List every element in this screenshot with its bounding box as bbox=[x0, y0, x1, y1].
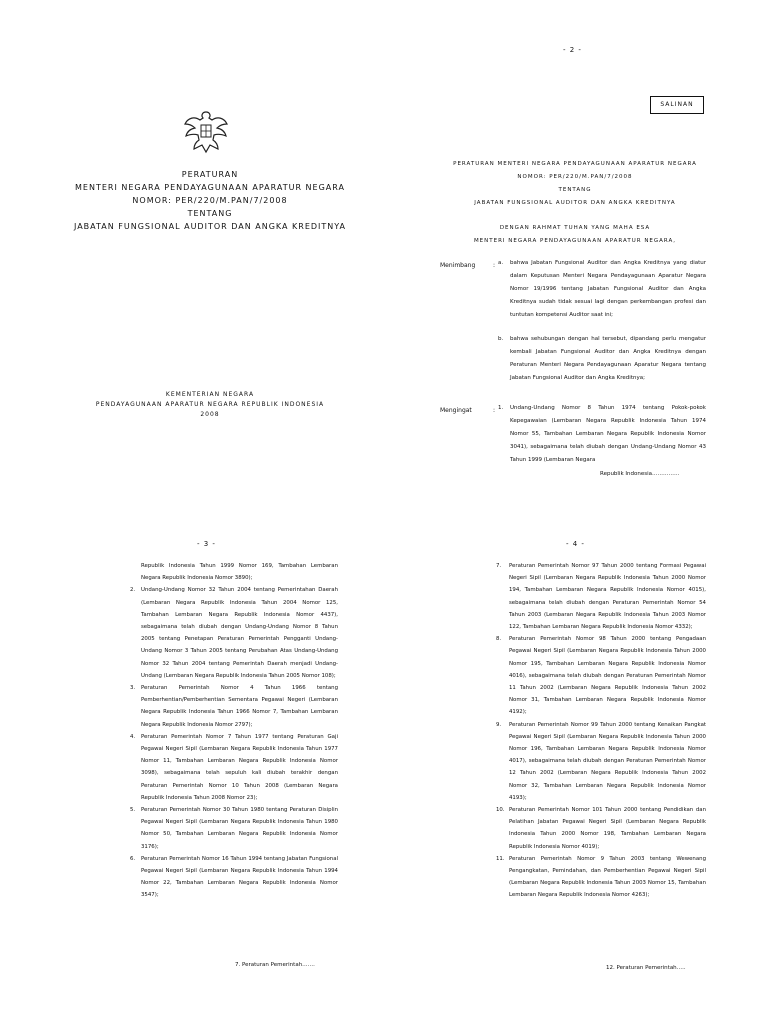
cover-issuer bbox=[70, 390, 350, 420]
page-4-number: - 4 - bbox=[566, 540, 585, 548]
list-item-number: 10. bbox=[496, 807, 505, 814]
list-item-number: 7. bbox=[496, 563, 502, 569]
menimbang-a-text: bahwa Jabatan Fungsional Auditor dan Angka Kreditnya yang diatur dalam Keputusan Menteri Negara Pendayagunaan Aparatur Negara Nomor 19/1996 tentang Jabatan Fungsional Auditor dan Angka Kreditnya sudah tidak sesuai lagi dengan perkembangan profesi dan tuntutan kompetensi Auditor saat ini; bbox=[510, 260, 706, 318]
cover-title bbox=[70, 168, 350, 233]
list-item-text: Undang-Undang Nomor 32 Tahun 2004 tentang Pemerintahan Daerah (Lembaran Negara Republik Indonesia Tahun 2004 Nomor 125, Tambahan Lembaran Negara Republik Indonesia Nomor 4437), sebagaimana telah diubah dengan Undang-Undang Nomor 8 Tahun 2005 tentang Penetapan Peraturan Pemerintah Pengganti Undang-Undang Nomor 3 Tahun 2005 tentang Perubahan Atas Undang-Undang Nomor 32 Tahun 2004 tentang Pemerintah Daerah menjadi Undang-Undang (Lembaran Negara Republik Indonesia Tahun 2005 Nomor 108); bbox=[141, 587, 338, 679]
list-item-number: 11. bbox=[496, 855, 505, 862]
mengingat-1-text: Undang-Undang Nomor 8 Tahun 1974 tentang Pokok-pokok Kepegawaian (Lembaran Negara Republik Indonesia Tahun 1974 Nomor 55, Tambahan Lembaran Negara Republik Indonesia Nomor 3041), sebagaimana telah diubah dengan Undang-Undang Nomor 43 Tahun 1999 (Lembaran Negara bbox=[510, 405, 706, 463]
list-item bbox=[130, 731, 338, 804]
list-item-text: Peraturan Pemerintah Nomor 7 Tahun 1977 tentang Peraturan Gaji Pegawai Negeri Sipil (Lembaran Negara Republik Indonesia Tahun 1977 Nomor 11, Tambahan Lembaran Negara Republik Indonesia Nomor 3098), sebagaimana telah sepuluh kali diubah terakhir dengan Peraturan Pemerintah Nomor 10 Tahun 2008 (Lembaran Negara Republik Indonesia Tahun 2008 Nomor 23); bbox=[141, 733, 338, 801]
list-item-text: Peraturan Pemerintah Nomor 16 Tahun 1994 tentang Jabatan Fungsional Pegawai Negeri Sipil (Lembaran Negara Republik Indonesia Tahun 1994 Nomor 22, Tambahan Lembaran Negara Republik Indonesia Nomor 3547); bbox=[141, 855, 338, 899]
menimbang-label: Menimbang bbox=[440, 262, 476, 269]
list-item bbox=[130, 584, 338, 682]
list-item-number: 3. bbox=[130, 685, 136, 692]
header-line: PERATURAN MENTERI NEGARA PENDAYAGUNAAN APARATUR NEGARA bbox=[453, 161, 697, 167]
header-line: JABATAN FUNGSIONAL AUDITOR DAN ANGKA KREDITNYA bbox=[474, 200, 676, 206]
page-2-continuation: Republik Indonesia…………… bbox=[600, 471, 680, 477]
header-line: DENGAN RAHMAT TUHAN YANG MAHA ESA bbox=[499, 225, 651, 231]
page-2-number: - 2 - bbox=[563, 46, 582, 54]
cover-title-line: NOMOR: PER/220/M.PAN/7/2008 bbox=[132, 196, 288, 205]
list-item-text: Peraturan Pemerintah Nomor 97 Tahun 2000 tentang Formasi Pegawai Negeri Sipil (Lembaran Negara Republik Indonesia Tahun 2000 Nomor 194, Tambahan Lembaran Negara Republik Indonesia Nomor 4015), sebagaimana telah diubah dengan Peraturan Pemerintah Nomor 54 Tahun 2003 (Lembaran Negara Republik Indonesia Tahun 2003 Nomor 122, Tambahan Lembaran Negara Republik Indonesia Nomor 4332); bbox=[509, 563, 706, 631]
garuda-emblem-icon bbox=[182, 108, 230, 154]
list-item-text: Peraturan Pemerintah Nomor 30 Tahun 1980 tentang Peraturan Disiplin Pegawai Negeri Sipil (Lembaran Negara Republik Indonesia Tahun 1980 Nomor 50, Tambahan Lembaran Negara Republik Indonesia Nomor 3176); bbox=[141, 807, 338, 850]
list-item-text: Peraturan Pemerintah Nomor 98 Tahun 2000 tentang Pengadaan Pegawai Negeri Sipil (Lembaran Negara Republik Indonesia Tahun 2000 Nomor 195, Tambahan Lembaran Negara Republik Indonesia Nomor 4016), sebagaimana telah diubah dengan Peraturan Pemerintah Nomor 11 Tahun 2002 (Lembaran Negara Republik Indonesia Tahun 2002 Nomor 31, Tambahan Lembaran Negara Republik Indonesia Nomor 4192); bbox=[509, 636, 706, 716]
list-item-text: Peraturan Pemerintah Nomor 9 Tahun 2003 tentang Wewenang Pengangkatan, Pemindahan, dan Pemberhentian Pegawai Negeri Sipil (Lembaran Negara Republik Indonesia Tahun 2003 Nomor 15, Tambahan Lembaran Negara Republik Indonesia Nomor 4263); bbox=[509, 855, 706, 899]
page-4-continuation: 12. Peraturan Pemerintah….. bbox=[606, 965, 686, 971]
list-item-text: Peraturan Pemerintah Nomor 99 Tahun 2000 tentang Kenaikan Pangkat Pegawai Negeri Sipil (Lembaran Negara Republik Indonesia Tahun 2000 Nomor 196, Tambahan Lembaran Negara Republik Indonesia Nomor 4017), sebagaimana telah diubah dengan Peraturan Pemerintah Nomor 12 Tahun 2002 (Lembaran Negara Republik Indonesia Tahun 2002 Nomor 32, Tambahan Lembaran Negara Republik Indonesia Nomor 4193); bbox=[509, 721, 706, 801]
list-item bbox=[130, 804, 338, 853]
list-item bbox=[496, 719, 706, 804]
list-marker: 1. bbox=[498, 405, 504, 411]
page-4-list bbox=[496, 560, 706, 902]
list-item bbox=[130, 560, 338, 584]
list-item-number: 4. bbox=[130, 733, 136, 740]
cover-title-line: PERATURAN bbox=[181, 170, 239, 179]
cover-issuer-line: 2008 bbox=[200, 411, 220, 418]
page-3-number: - 3 - bbox=[197, 540, 216, 548]
list-item bbox=[130, 682, 338, 731]
header-line: NOMOR: PER/220/M.PAN/7/2008 bbox=[517, 174, 633, 180]
cover-title-line: JABATAN FUNGSIONAL AUDITOR DAN ANGKA KREDITNYA bbox=[73, 222, 347, 231]
menimbang-a bbox=[498, 257, 706, 322]
list-item-number: 5. bbox=[130, 807, 136, 814]
colon: : bbox=[493, 407, 496, 414]
page-3-list bbox=[130, 560, 338, 902]
list-item-text: Republik Indonesia Tahun 1999 Nomor 169, Tambahan Lembaran Negara Republik Indonesia Nomor 3890); bbox=[141, 563, 338, 582]
menimbang-b-text: bahwa sehubungan dengan hal tersebut, dipandang perlu mengatur kembali Jabatan Fungsional Auditor dan Angka Kreditnya dengan Peraturan Menteri Negara Pendayagunaan Aparatur Negara tentang Jabatan Fungsional Auditor dan Angka Kreditnya; bbox=[510, 336, 706, 381]
page-2-preamble bbox=[430, 222, 720, 248]
list-item-number: 6. bbox=[130, 855, 136, 862]
cover-issuer-line: PENDAYAGUNAAN APARATUR NEGARA REPUBLIK INDONESIA bbox=[95, 401, 325, 408]
list-item bbox=[130, 853, 338, 902]
cover-issuer-line: KEMENTERIAN NEGARA bbox=[165, 391, 255, 398]
colon: : bbox=[493, 262, 496, 269]
page-2-header bbox=[430, 158, 720, 210]
list-item-text: Peraturan Pemerintah Nomor 4 Tahun 1966 tentang Pemberhentian/Pemberhentian Sementara Pegawai Negeri (Lembaran Negara Republik Indonesia Tahun 1966 Nomor 7, Tambahan Lembaran Negara Republik Indonesia Nomor 2797); bbox=[141, 685, 338, 728]
list-marker: a. bbox=[498, 260, 504, 266]
list-item bbox=[496, 560, 706, 633]
list-item-number: 8. bbox=[496, 636, 502, 643]
mengingat-label: Mengingat bbox=[440, 407, 472, 414]
list-item-text: Peraturan Pemerintah Nomor 101 Tahun 2000 tentang Pendidikan dan Pelatihan Jabatan Pegawai Negeri Sipil (Lembaran Negara Republik Indonesia Tahun 2000 Nomor 198, Tambahan Lembaran Negara Republik Indonesia Nomor 4019); bbox=[509, 807, 706, 850]
mengingat-1 bbox=[498, 402, 706, 467]
list-item bbox=[496, 633, 706, 718]
list-item-number: 9. bbox=[496, 721, 502, 728]
cover-title-line: TENTANG bbox=[187, 209, 233, 218]
page-3-continuation: 7. Peraturan Pemerintah……. bbox=[235, 962, 315, 968]
salinan-stamp: SALINAN bbox=[650, 96, 704, 114]
header-line: MENTERI NEGARA PENDAYAGUNAAN APARATUR NEGARA, bbox=[473, 238, 677, 244]
list-item bbox=[496, 804, 706, 853]
menimbang-b bbox=[498, 333, 706, 385]
header-line: TENTANG bbox=[558, 187, 592, 193]
list-item-number: 2. bbox=[130, 587, 136, 594]
list-item bbox=[496, 853, 706, 902]
list-marker: b. bbox=[498, 336, 504, 342]
cover-title-line: MENTERI NEGARA PENDAYAGUNAAN APARATUR NEGARA bbox=[75, 183, 345, 192]
